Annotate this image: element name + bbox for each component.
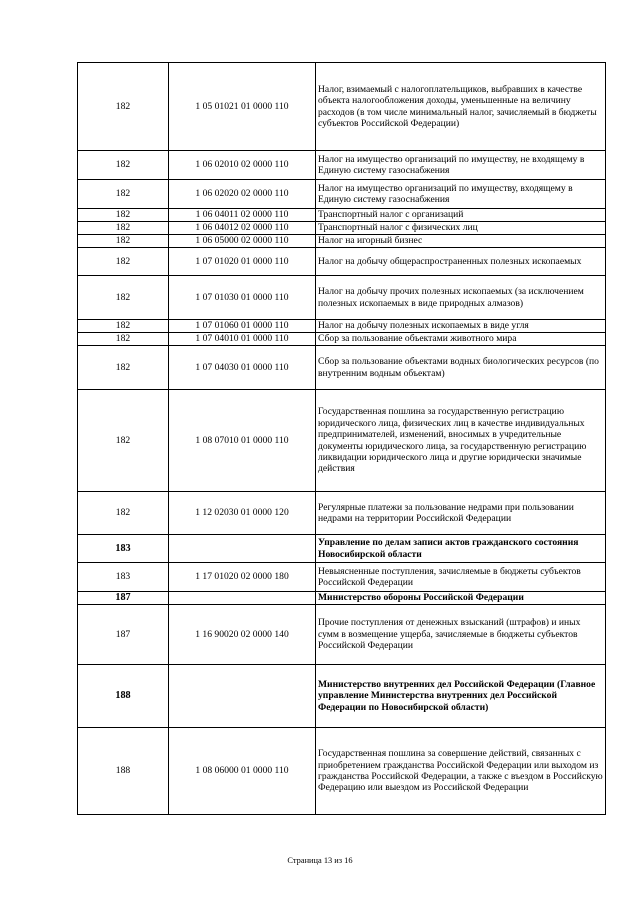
admin-code-cell: 182 xyxy=(78,63,169,151)
table-row xyxy=(78,390,606,492)
table-row xyxy=(78,492,606,535)
budget-code-cell: 1 07 04030 01 0000 110 xyxy=(169,346,316,390)
revenue-name-cell: Транспортный налог с организаций xyxy=(316,209,606,222)
administrator-name-cell: Министерство внутренних дел Российской Федерации (Главное управление Министерства внутренних дел Российской Федерации по Новосибирской области) xyxy=(316,665,606,728)
admin-code-cell: 182 xyxy=(78,276,169,320)
admin-code-cell: 182 xyxy=(78,320,169,333)
budget-code-cell: 1 16 90020 02 0000 140 xyxy=(169,605,316,665)
budget-code-cell: 1 07 04010 01 0000 110 xyxy=(169,333,316,346)
admin-code-cell: 182 xyxy=(78,492,169,535)
budget-code-cell xyxy=(169,665,316,728)
table-row xyxy=(78,276,606,320)
admin-code-cell: 188 xyxy=(78,728,169,815)
revenue-name-cell: Государственная пошлина за совершение действий, связанных с приобретением гражданства Российской Федерации или выходом из гражданства Российской Федерации, а также с въездом в Российскую Федерацию или выездом из Российской Федерации xyxy=(316,728,606,815)
administrator-name-cell: Управление по делам записи актов гражданского состояния Новосибирской области xyxy=(316,535,606,563)
table-row xyxy=(78,235,606,248)
revenue-name-cell: Налог на игорный бизнес xyxy=(316,235,606,248)
administrator-name-cell: Министерство обороны Российской Федерации xyxy=(316,592,606,605)
budget-code-cell: 1 05 01021 01 0000 110 xyxy=(169,63,316,151)
revenue-name-cell: Невыясненные поступления, зачисляемые в бюджеты субъектов Российской Федерации xyxy=(316,563,606,592)
revenue-name-cell: Налог, взимаемый с налогоплательщиков, выбравших в качестве объекта налогообложения доходы, уменьшенные на величину расходов (в том числе минимальный налог, зачисляемый в бюджеты субъектов Российской Федерации) xyxy=(316,63,606,151)
table-row xyxy=(78,346,606,390)
budget-code-cell: 1 06 04011 02 0000 110 xyxy=(169,209,316,222)
table-row xyxy=(78,151,606,180)
admin-code-cell: 187 xyxy=(78,605,169,665)
table-row xyxy=(78,63,606,151)
revenue-name-cell: Налог на имущество организаций по имуществу, не входящему в Единую систему газоснабжения xyxy=(316,151,606,180)
table-row xyxy=(78,728,606,815)
admin-code-cell: 182 xyxy=(78,180,169,209)
admin-code-cell: 188 xyxy=(78,665,169,728)
page-number: Страница 13 из 16 xyxy=(287,856,353,865)
budget-code-cell: 1 17 01020 02 0000 180 xyxy=(169,563,316,592)
revenue-name-cell: Сбор за пользование объектами водных биологических ресурсов (по внутренним водным объектам) xyxy=(316,346,606,390)
revenue-name-cell: Государственная пошлина за государственную регистрацию юридического лица, физических лиц в качестве индивидуальных предпринимателей, изменений, вносимых в учредительные документы юридического лица, за государственную регистрацию ликвидации юридического лица и другие юридически значимые действия xyxy=(316,390,606,492)
table-row xyxy=(78,209,606,222)
table-row xyxy=(78,222,606,235)
table-row xyxy=(78,563,606,592)
budget-code-cell: 1 08 06000 01 0000 110 xyxy=(169,728,316,815)
revenue-name-cell: Налог на имущество организаций по имуществу, входящему в Единую систему газоснабжения xyxy=(316,180,606,209)
table-row xyxy=(78,320,606,333)
budget-code-cell: 1 06 02020 02 0000 110 xyxy=(169,180,316,209)
revenue-name-cell: Транспортный налог с физических лиц xyxy=(316,222,606,235)
table-row xyxy=(78,180,606,209)
table-row xyxy=(78,333,606,346)
admin-code-cell: 187 xyxy=(78,592,169,605)
admin-code-cell: 182 xyxy=(78,333,169,346)
table-row xyxy=(78,605,606,665)
budget-code-cell: 1 08 07010 01 0000 110 xyxy=(169,390,316,492)
section-header-row xyxy=(78,592,606,605)
revenue-name-cell: Сбор за пользование объектами животного мира xyxy=(316,333,606,346)
budget-code-cell: 1 12 02030 01 0000 120 xyxy=(169,492,316,535)
admin-code-cell: 182 xyxy=(78,390,169,492)
table-row xyxy=(78,248,606,276)
budget-code-cell: 1 06 04012 02 0000 110 xyxy=(169,222,316,235)
budget-code-cell: 1 07 01020 01 0000 110 xyxy=(169,248,316,276)
section-header-row xyxy=(78,535,606,563)
admin-code-cell: 182 xyxy=(78,209,169,222)
revenue-name-cell: Прочие поступления от денежных взысканий (штрафов) и иных сумм в возмещение ущерба, зачисляемые в бюджеты субъектов Российской Федерации xyxy=(316,605,606,665)
section-header-row xyxy=(78,665,606,728)
budget-code-cell xyxy=(169,535,316,563)
revenue-name-cell: Налог на добычу прочих полезных ископаемых (за исключением полезных ископаемых в виде природных алмазов) xyxy=(316,276,606,320)
admin-code-cell: 182 xyxy=(78,235,169,248)
budget-code-cell: 1 06 05000 02 0000 110 xyxy=(169,235,316,248)
admin-code-cell: 183 xyxy=(78,535,169,563)
admin-code-cell: 183 xyxy=(78,563,169,592)
budget-code-cell: 1 07 01060 01 0000 110 xyxy=(169,320,316,333)
revenue-name-cell: Налог на добычу полезных ископаемых в виде угля xyxy=(316,320,606,333)
revenue-name-cell: Налог на добычу общераспространенных полезных ископаемых xyxy=(316,248,606,276)
revenue-codes-table xyxy=(77,62,606,815)
admin-code-cell: 182 xyxy=(78,151,169,180)
admin-code-cell: 182 xyxy=(78,222,169,235)
admin-code-cell: 182 xyxy=(78,248,169,276)
budget-code-cell xyxy=(169,592,316,605)
budget-code-cell: 1 07 01030 01 0000 110 xyxy=(169,276,316,320)
admin-code-cell: 182 xyxy=(78,346,169,390)
revenue-name-cell: Регулярные платежи за пользование недрами при пользовании недрами на территории Российской Федерации xyxy=(316,492,606,535)
budget-code-cell: 1 06 02010 02 0000 110 xyxy=(169,151,316,180)
